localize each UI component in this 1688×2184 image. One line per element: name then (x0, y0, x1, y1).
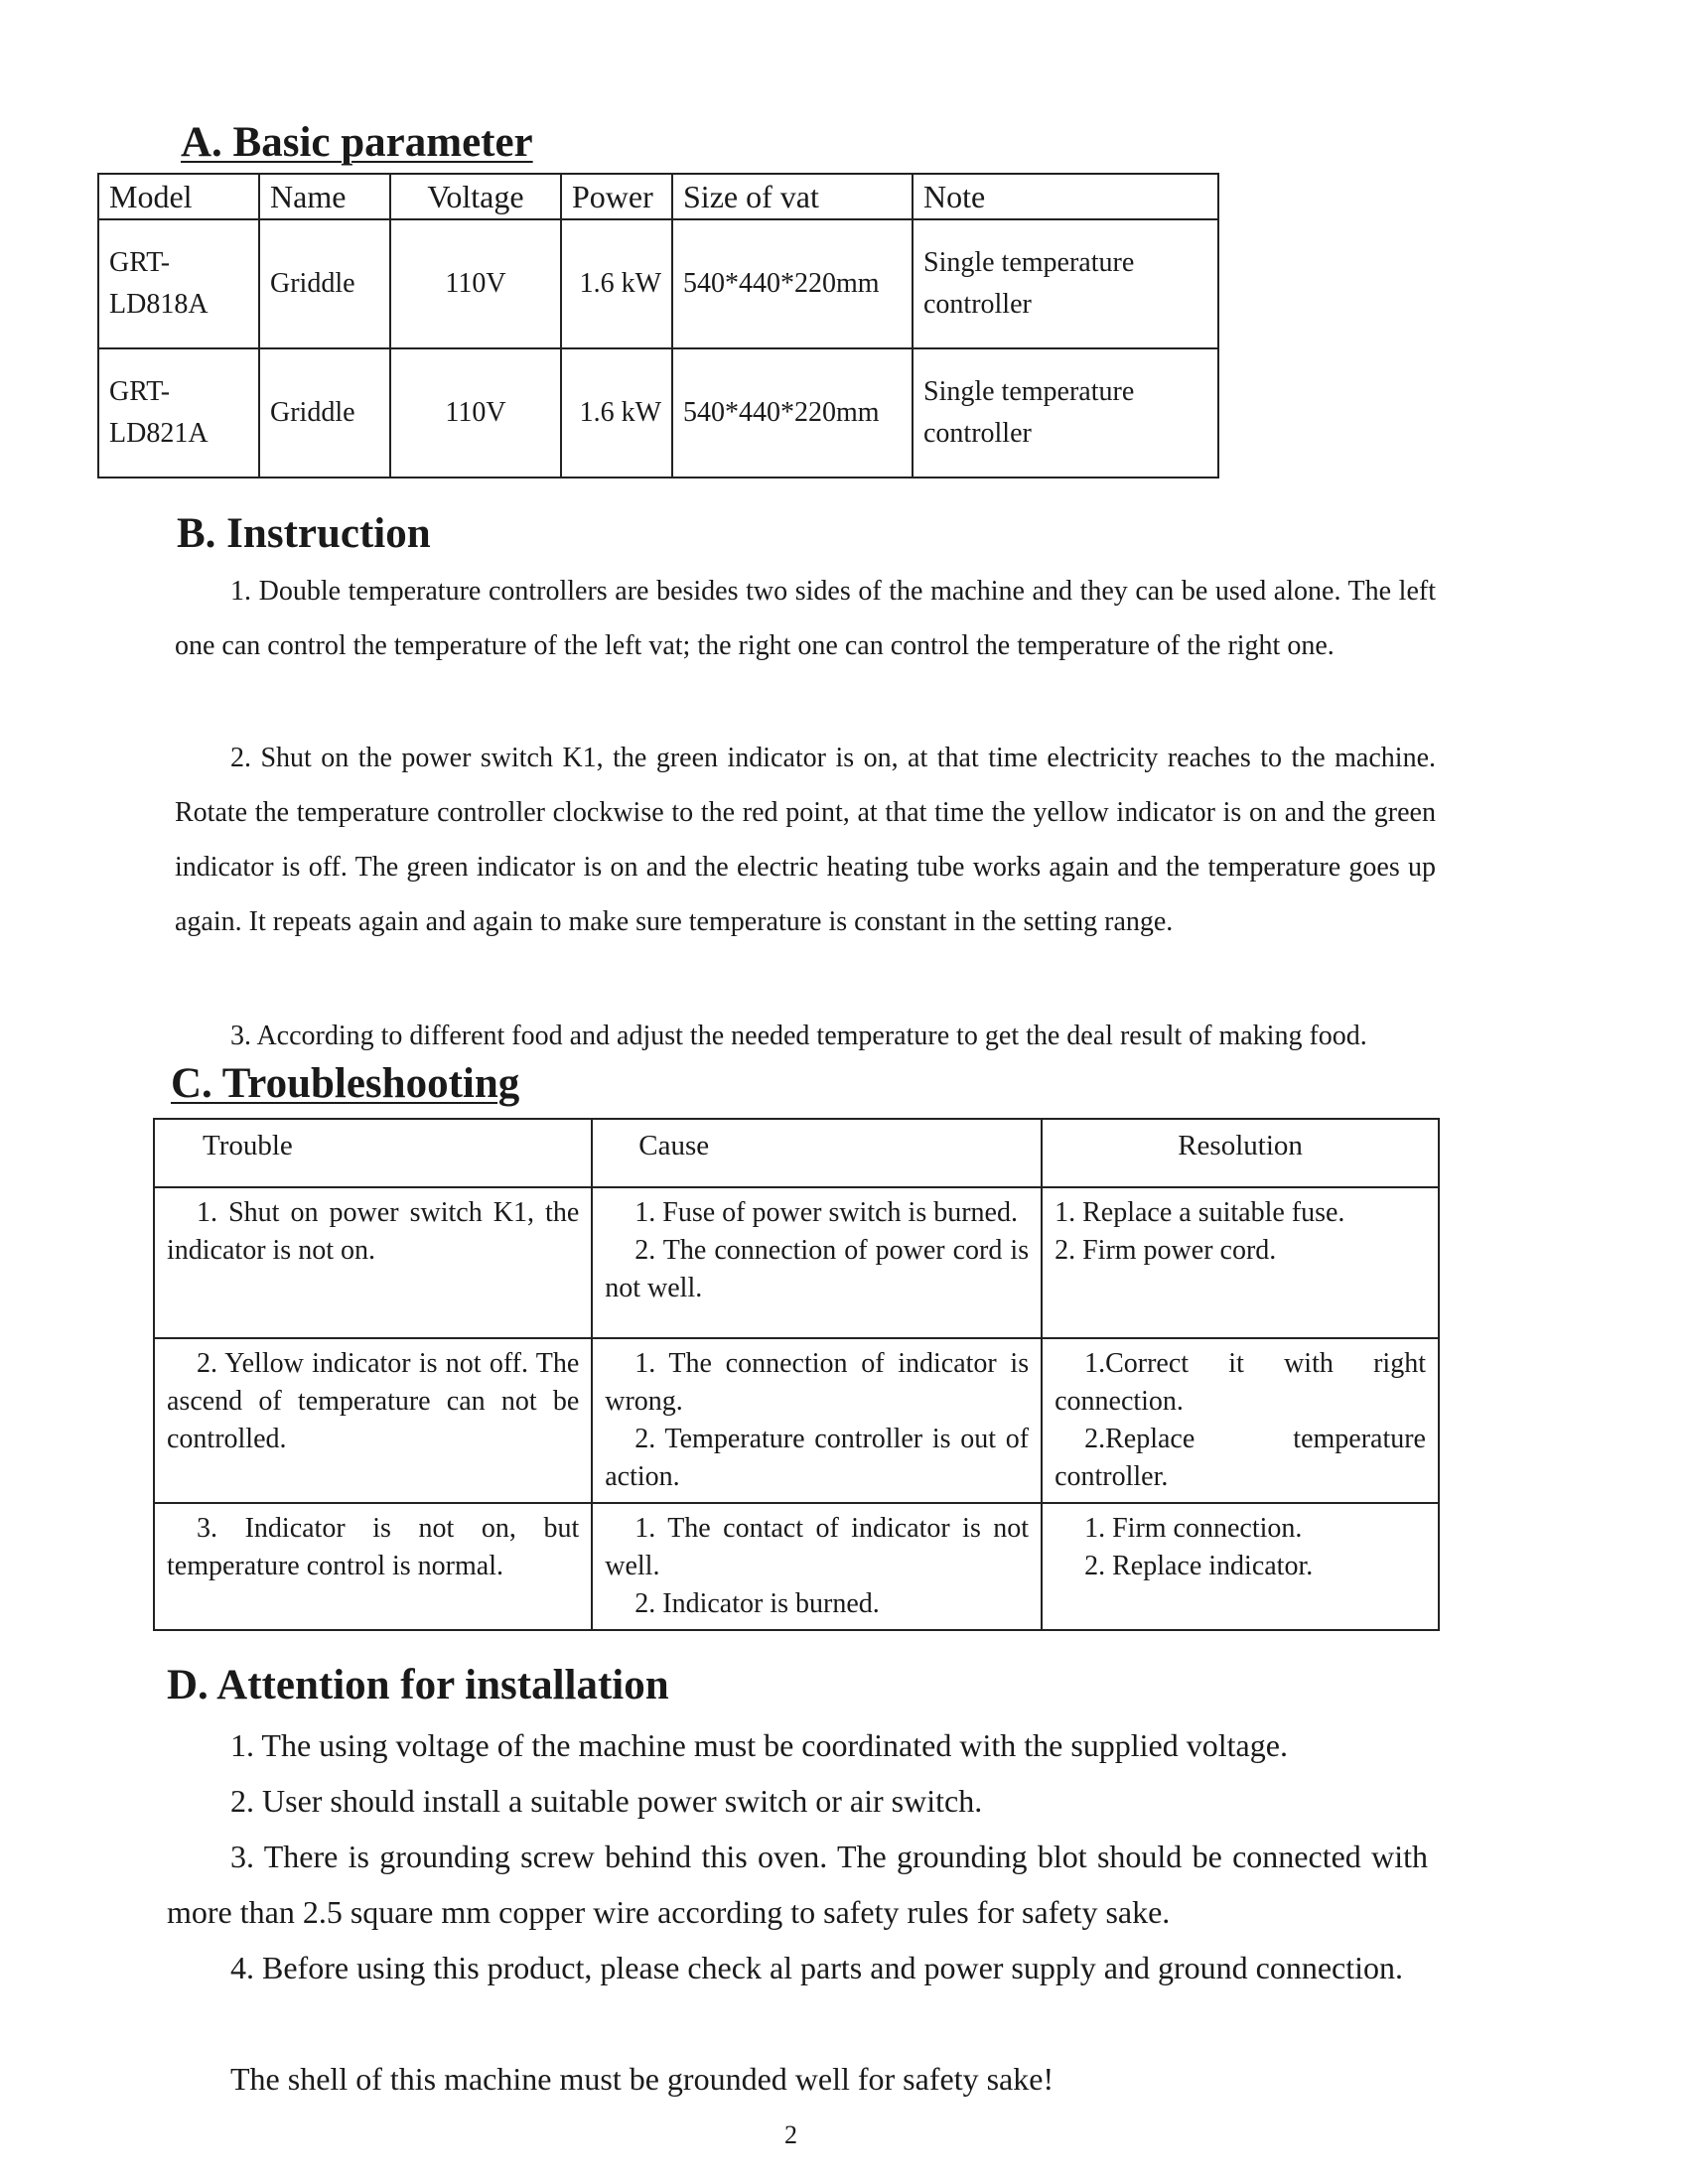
table-row (154, 1338, 1439, 1503)
cell-note: Single temperature controller (913, 348, 1218, 478)
cause-text: 2. Temperature controller is out of action. (605, 1424, 1030, 1492)
cell-voltage: 110V (390, 348, 561, 478)
header-name: Name (259, 174, 390, 219)
cell-cause (592, 1338, 1042, 1503)
cause-text: 2. The connection of power cord is not well. (605, 1235, 1030, 1303)
header-voltage: Voltage (390, 174, 561, 219)
section-d-title: D. Attention for installation (167, 1662, 669, 1708)
header-cause: Cause (592, 1119, 1042, 1187)
resolution-text: 2. Replace indicator. (1084, 1551, 1314, 1581)
section-a-title: A. Basic parameter (181, 119, 533, 166)
cell-model: GRT-LD821A (98, 348, 259, 478)
resolution-text: 1. Firm connection. (1084, 1513, 1303, 1544)
cause-text: 1. Fuse of power switch is burned. (634, 1197, 1018, 1228)
cell-size: 540*440*220mm (672, 219, 913, 348)
cell-model: GRT-LD818A (98, 219, 259, 348)
cause-text: 1. The connection of indicator is wrong. (605, 1348, 1030, 1417)
table-row (154, 1503, 1439, 1630)
cell-size: 540*440*220mm (672, 348, 913, 478)
attention-paragraph-4: 4. Before using this product, please check al parts and power supply and ground connection. (230, 1950, 1404, 1985)
attention-paragraph-3: 3. There is grounding screw behind this oven. The grounding blot should be connected with more than 2.5 square mm copper wire according to safety rules for safety sake. (167, 1839, 1428, 1930)
section-b-title: B. Instruction (177, 510, 431, 557)
cell-trouble (154, 1503, 592, 1630)
cell-voltage: 110V (390, 219, 561, 348)
header-note: Note (913, 174, 1218, 219)
resolution-text: 2.Replace temperature controller. (1055, 1424, 1426, 1492)
resolution-text: 1. Replace a suitable fuse. (1055, 1197, 1345, 1228)
trouble-text: 3. Indicator is not on, but temperature control is normal. (167, 1513, 580, 1581)
trouble-text: 1. Shut on power switch K1, the indicator is not on. (167, 1197, 580, 1266)
resolution-text: 2. Firm power cord. (1055, 1235, 1277, 1266)
cell-cause (592, 1503, 1042, 1630)
header-power: Power (561, 174, 672, 219)
attention-paragraph-2: 2. User should install a suitable power switch or air switch. (230, 1783, 983, 1819)
trouble-text: 2. Yellow indicator is not off. The ascend of temperature can not be controlled. (167, 1348, 580, 1454)
cell-power: 1.6 kW (561, 219, 672, 348)
instruction-paragraph-1: 1. Double temperature controllers are besides two sides of the machine and they can be used alone. The left one can control the temperature of the left vat; the right one can control the temperature of the right one. (175, 576, 1436, 661)
header-trouble: Trouble (154, 1119, 592, 1187)
header-resolution: Resolution (1042, 1119, 1439, 1187)
header-model: Model (98, 174, 259, 219)
cell-note: Single temperature controller (913, 219, 1218, 348)
cell-trouble (154, 1187, 592, 1338)
table-row (98, 219, 1218, 348)
attention-paragraph-5: The shell of this machine must be grounded well for safety sake! (230, 2061, 1055, 2097)
table-row (98, 348, 1218, 478)
attention-paragraph-1: 1. The using voltage of the machine must be coordinated with the supplied voltage. (230, 1727, 1288, 1763)
instruction-paragraph-3: 3. According to different food and adjust the needed temperature to get the deal result of making food. (230, 1021, 1367, 1051)
page-number: 2 (784, 2120, 797, 2149)
section-c-title: C. Troubleshooting (171, 1060, 520, 1107)
basic-parameter-table (97, 173, 1219, 478)
cell-trouble (154, 1338, 592, 1503)
troubleshooting-table (153, 1118, 1440, 1631)
cell-cause (592, 1187, 1042, 1338)
header-size: Size of vat (672, 174, 913, 219)
resolution-text: 1.Correct it with right connection. (1055, 1348, 1426, 1417)
cell-resolution (1042, 1338, 1439, 1503)
cell-name: Griddle (259, 219, 390, 348)
table-header-row (98, 174, 1218, 219)
cell-power: 1.6 kW (561, 348, 672, 478)
instruction-paragraph-2: 2. Shut on the power switch K1, the green indicator is on, at that time electricity reaches to the machine. Rotate the temperature controller clockwise to the red point, at that time the yellow indicator is on and the green indicator is off. The green indicator is on and the electric heating tube works again and the temperature goes up again. It repeats again and again to make sure temperature is constant in the setting range. (175, 743, 1436, 937)
table-row (154, 1187, 1439, 1338)
cell-name: Griddle (259, 348, 390, 478)
cell-resolution (1042, 1187, 1439, 1338)
cause-text: 1. The contact of indicator is not well. (605, 1513, 1030, 1581)
cause-text: 2. Indicator is burned. (634, 1588, 880, 1619)
table-header-row (154, 1119, 1439, 1187)
cell-resolution (1042, 1503, 1439, 1630)
